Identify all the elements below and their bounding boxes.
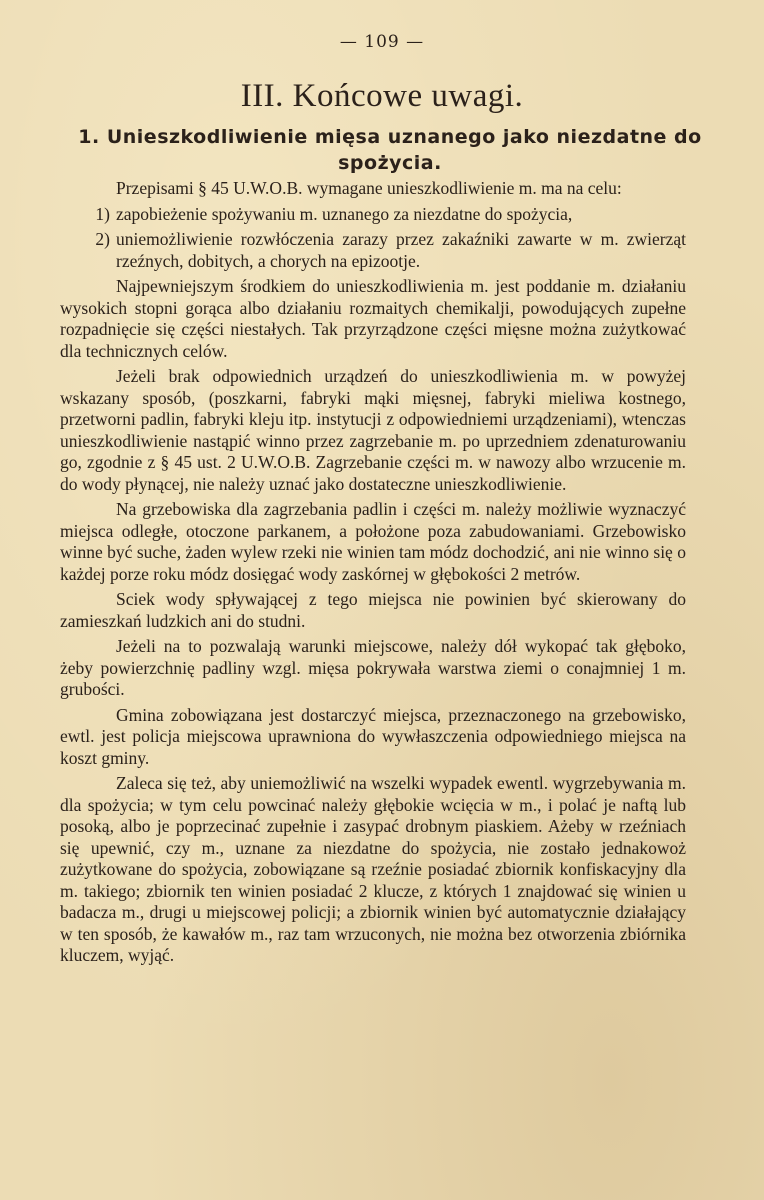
paragraph: Gmina zobowiązana jest dostarczyć miejsca, przeznaczonego na grzebowisko, ewtl. jest policja miejscowa uprawniona do wywłaszczenia odpowiedniego miejsca na koszt gminy. (60, 704, 686, 768)
list-item (60, 204, 686, 226)
paragraph: Sciek wody spływającej z tego miejsca nie powinien być skierowany do zamieszkań ludzkich ani do studni. (60, 589, 686, 631)
list-item-number: 2) (95, 229, 110, 249)
page-number: — 109 — (339, 32, 425, 52)
list-item-text: uniemożliwienie rozwłóczenia zarazy przez zakaźniki zawarte w m. zwierząt rzeźnych, dobitych, a chorych na epizootje. (116, 229, 686, 271)
paragraph: Najpewniejszym środkiem do unieszkodliwienia m. jest poddanie m. działaniu wysokich stopni gorąca albo działaniu rozmaitych chemikalji, powodujących zupełne rozpadnięcie się części niestałych. Tak przyrządzone części mięsne można zużytkować dla technicznych celów. (60, 276, 686, 361)
chapter-title: III. Końcowe uwagi. (240, 78, 524, 114)
paragraph: Jeżeli brak odpowiednich urządzeń do unieszkodliwienia m. w powyżej wskazany sposób, (poszkarni, fabryki mąki mięsnej, fabryki mieliwa kostnego, przetworni padlin, fabryki kleju itp. instytucji z odpowiedniemi urządzeniami), wtenczas unieszkodliwienie nastąpić winno przez zagrzebanie m. po uprzedniem zdenaturowaniu go, zgodnie z § 45 ust. 2 U.W.O.B. Zagrzebanie części m. w nawozy albo wrzucenie m. do wody płynącej, nie należy uznać jako dostateczne unieszkodliwienie. (60, 366, 686, 494)
paragraph: Zaleca się też, aby uniemożliwić na wszelki wypadek ewentl. wygrzebywania m. dla spożycia; w tym celu powcinać należy głębokie wcięcia w m., i polać je naftą lub posoką, albo je poprzecinać zupełnie i zasypać drobnym piaskiem. Ażeby w rzeźniach się upewnić, czy m., uznane za niezdatne do spożycia, nie zostało jednakowoż zużytkowane do spożycia, zobowiązane są rzeźnie posiadać zbiornik konfiskacyjny dla m. takiego; zbiornik ten winien posiadać 2 klucze, z których 1 znajdować się winien u badacza m., drugi u miejscowej policji; a zbiornik winien być automatycznie działający w ten sposób, że kawałów m., raz tam wrzuconych, nie można bez otworzenia zbiórnika kluczem, wyjąć. (60, 773, 686, 965)
intro-paragraph: Przepisami § 45 U.W.O.B. wymagane unieszkodliwienie m. ma na celu: (116, 178, 622, 198)
section-title: 1. Unieszkodliwienie mięsa uznanego jako niezdatne do spożycia. (78, 126, 702, 174)
paragraph: Jeżeli na to pozwalają warunki miejscowe, należy dół wykopać tak głęboko, żeby powierzchnię padliny wzgl. mięsa pokrywała warstwa ziemi o conajmniej 1 m. grubości. (60, 636, 686, 699)
list-item-text: zapobieżenie spożywaniu m. uznanego za niezdatne do spożycia, (116, 203, 573, 224)
body-text (60, 178, 686, 971)
paragraph: Na grzebowiska dla zagrzebania padlin i części m. należy możliwie wyznaczyć miejsca odległe, otoczone parkanem, a położone poza zabudowaniami. Grzebowisko winne być suche, żaden wylew rzeki nie winien tam módz dochodzić, ani nie winno się o każdej porze roku módz dosięgać wody zaskórnej w głębokości 2 metrów. (60, 499, 686, 584)
list-item-number: 1) (95, 203, 110, 224)
list-item (60, 229, 686, 272)
